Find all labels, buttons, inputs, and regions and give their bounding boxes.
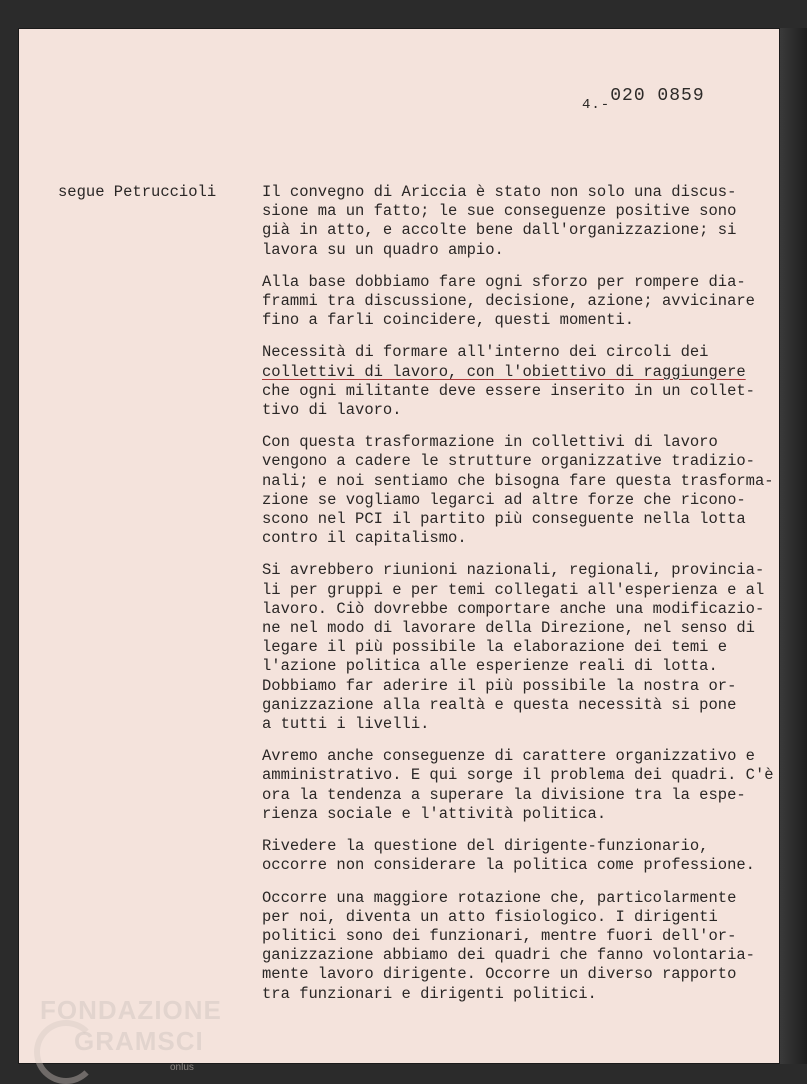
paragraph: Alla base dobbiamo fare ogni sforzo per rompere dia- frammi tra discussione, decisione, azione; avvicinare fino a farli coincidere, questi momenti. (262, 272, 755, 330)
paragraph: Il convegno di Ariccia è stato non solo una discus- sione ma un fatto; le sue conseguenze positive sono già in atto, e accolte bene dall'organizzazione; si lavora su un quadro ampio. (262, 183, 737, 259)
paragraph: Occorre una maggiore rotazione che, particolarmente per noi, diventa un atto fisiologico. I dirigenti politici sono dei funzionari, mentre fuori dell'or- ganizzazione abbiamo dei quadri che fanno volontaria- mente lavoro dirigente. Occorre un diverso rapporto tra funzionari e dirigenti politici. (262, 888, 755, 1003)
watermark-line1: FONDAZIONE (40, 995, 222, 1025)
watermark-line2: GRAMSCI (74, 1026, 204, 1056)
document-number (582, 86, 705, 113)
paragraph: Rivedere la questione del dirigente-funzionario, occorre non considerare la politica come professione. (262, 837, 755, 875)
archive-number: 020 0859 (610, 86, 705, 106)
underlined-line: collettivi di lavoro, con l'obiettivo di raggiungere (262, 362, 746, 381)
page-prefix: 4.- (582, 97, 611, 113)
paragraph: Necessità di formare all'interno dei circoli dei collettivi di lavoro, con l'obiettivo di raggiungere che ogni militante deve essere inserito in un collet- tivo di lavoro. (262, 343, 755, 420)
paragraph: Avremo anche conseguenze di carattere organizzativo e amministrativo. E qui sorge il problema dei quadri. C'è ora la tendenza a superare la divisione tra la espe- rienza sociale e l'attività politica. (262, 747, 774, 823)
speaker-label: segue Petruccioli (58, 183, 217, 201)
paragraph: Con questa trasformazione in collettivi di lavoro vengono a cadere le strutture organizzative tradizio- nali; e noi sentiamo che bisogna fare questa trasforma- zione se vogliamo legarci ad altre forze che ricono- scono nel PCI il partito più conseguente nella lotta contro il capitalismo. (262, 433, 774, 548)
page-edge (780, 28, 807, 1064)
watermark (40, 995, 222, 1075)
body-text (262, 183, 774, 1017)
watermark-line3: onlus (170, 1062, 194, 1073)
paragraph: Si avrebbero riunioni nazionali, regionali, provincia- li per gruppi e per temi collegati all'esperienza e al lavoro. Ciò dovrebbe comportare anche una modificazio- ne nel modo di lavorare della Direzione, nel senso di legare il più possibile la elaborazione dei temi e l'azione politica alle esperienze reali di lotta. Dobbiamo far aderire il più possibile la nostra or- ganizzazione alla realtà e questa necessità si pone a tutti i livelli. (262, 561, 765, 734)
